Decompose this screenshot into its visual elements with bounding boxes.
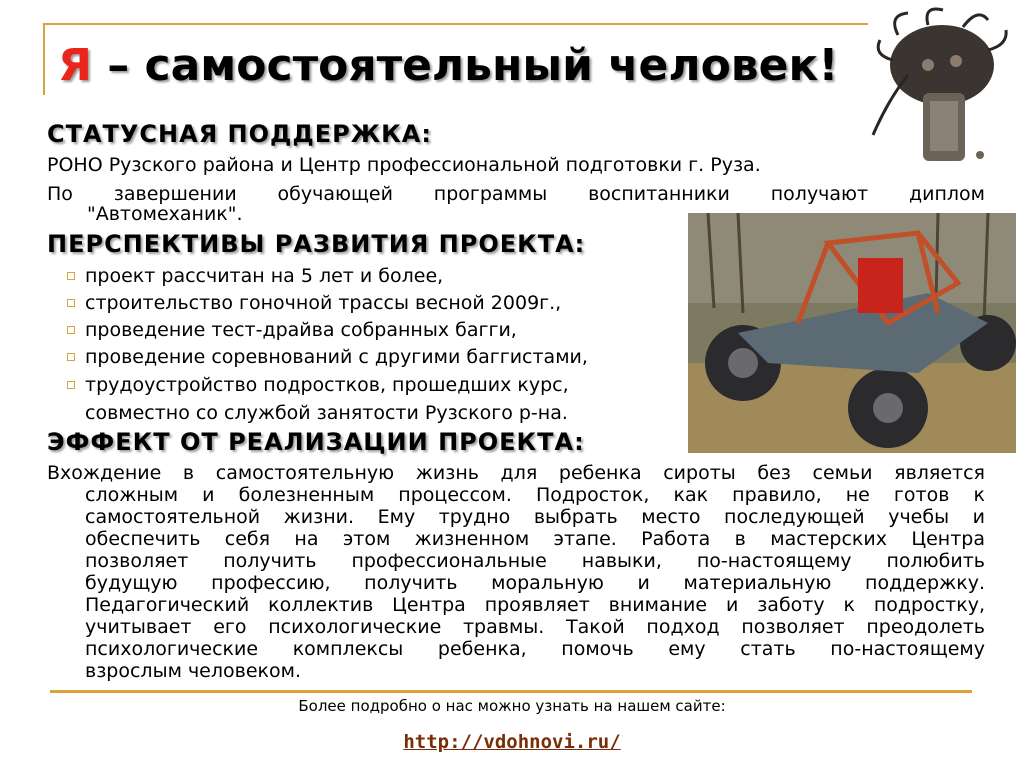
square-bullet-icon xyxy=(67,272,75,280)
slide-title xyxy=(58,40,838,91)
effect-line: Педагогический коллектив Центра проявляет внимание и заботу к подростку, xyxy=(85,594,985,616)
status-support-heading: СТАТУСНАЯ ПОДДЕРЖКА: xyxy=(47,120,432,148)
square-bullet-icon xyxy=(67,381,75,389)
website-link[interactable]: http://vdohnovi.ru/ xyxy=(403,731,621,753)
effect-line: будущую профессию, получить моральную и материальную поддержку. xyxy=(85,572,985,594)
status-support-line2-cont: "Автомеханик". xyxy=(87,203,243,225)
frame-top-line xyxy=(43,23,868,25)
perspective-continuation: совместно со службой занятости Рузского р-на. xyxy=(85,402,568,424)
status-support-line1: РОНО Рузского района и Центр профессиональной подготовки г. Руза. xyxy=(47,154,761,176)
perspective-item: трудоустройство подростков, прошедших курс, xyxy=(85,374,569,396)
effect-line: обеспечить себя на этом жизненном этапе. Работа в мастерских Центра xyxy=(85,528,985,550)
orange-buggy-photo xyxy=(688,213,1016,453)
square-bullet-icon xyxy=(67,353,75,361)
effect-line: самостоятельной жизни. Ему трудно выбрать место последующей учебы и xyxy=(85,506,985,528)
effect-line: учитывает его психологические травмы. Такой подход позволяет преодолеть xyxy=(85,616,985,638)
effect-line: позволяет получить профессиональные навыки, по-настоящему полюбить xyxy=(85,550,985,572)
effect-line: сложным и болезненным процессом. Подросток, как правило, не готов к xyxy=(85,484,985,506)
perspective-item: проект рассчитан на 5 лет и более, xyxy=(85,265,443,287)
perspective-item: проведение тест-драйва собранных багги, xyxy=(85,319,517,341)
frame-left-line xyxy=(43,23,45,95)
effect-line: Вхождение в самостоятельную жизнь для ребенка сироты без семьи является xyxy=(47,462,985,484)
scrap-metal-sculpture-image xyxy=(868,5,1016,165)
square-bullet-icon xyxy=(67,326,75,334)
effect-line: психологические комплексы ребенка, помочь ему стать по-настоящему xyxy=(85,638,985,660)
effect-heading: ЭФФЕКТ ОТ РЕАЛИЗАЦИИ ПРОЕКТА: xyxy=(47,428,585,456)
status-support-line2: По завершении обучающей программы воспитанники получают диплом xyxy=(47,183,985,205)
bottom-divider xyxy=(50,690,972,693)
perspectives-heading: ПЕРСПЕКТИВЫ РАЗВИТИЯ ПРОЕКТА: xyxy=(47,230,586,258)
perspective-item: строительство гоночной трассы весной 2009г., xyxy=(85,292,561,314)
title-accent: Я xyxy=(58,40,92,91)
perspective-item: проведение соревнований с другими баггистами, xyxy=(85,346,588,368)
effect-line: взрослым человеком. xyxy=(85,660,301,682)
title-text: – самостоятельный человек! xyxy=(107,40,839,91)
footer-text: Более подробно о нас можно узнать на нашем сайте: xyxy=(298,697,726,715)
square-bullet-icon xyxy=(67,299,75,307)
